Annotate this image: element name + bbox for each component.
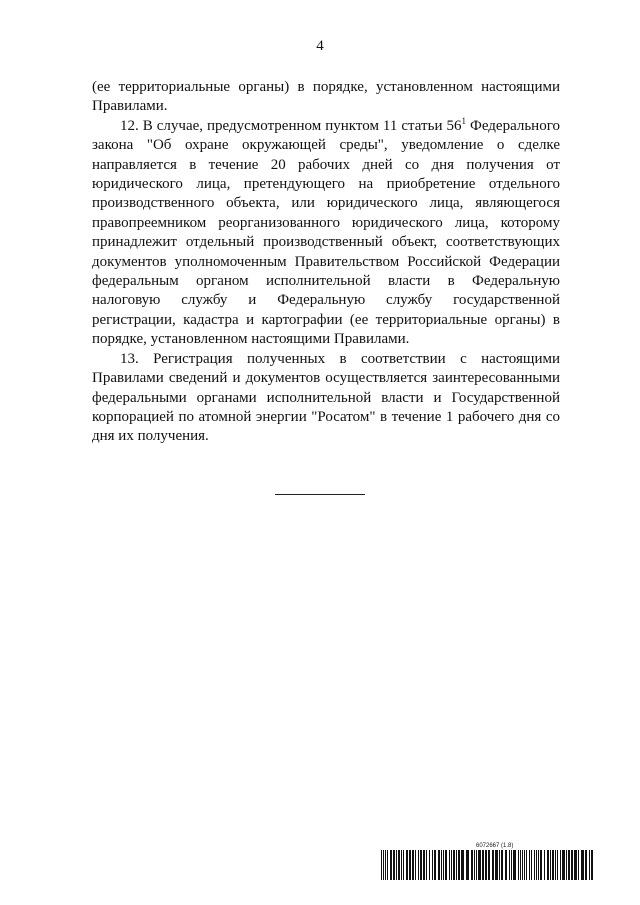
- page-number: 4: [316, 38, 324, 54]
- paragraph-continuation: (ее территориальные органы) в порядке, установленном настоящими Правилами.: [92, 79, 560, 115]
- paragraph-12-start: 12. В случае, предусмотренном пунктом 11 статьи 56: [120, 117, 462, 134]
- paragraph-12: [92, 117, 560, 350]
- paragraph-12-rest: Федерального закона "Об охране окружающей среды", уведомление о сделке направляется в течение 20 рабочих дней со дня получения от юридического лица, претендующего на приобретение отдельного производственного объекта, или юридического лица, являющегося правопреемником реорганизованного юридического лица, которому принадлежит отдельный производственный объект, соответствующих документов уполномоченным Правительством Российской Федерации федеральным органом исполнительной власти в Федеральную налоговую службу и Федеральную службу государственной регистрации, кадастра и картографии (ее территориальные органы) в порядке, установленном настоящими Правилами.: [92, 117, 560, 348]
- end-separator-line: [275, 494, 365, 495]
- barcode: [381, 850, 595, 880]
- article-superscript: 1: [461, 115, 466, 126]
- document-code: 6072667 (1.8): [476, 843, 514, 849]
- paragraph-13: 13. Регистрация полученных в соответствии с настоящими Правилами сведений и документов осуществляется заинтересованными федеральными органами исполнительной власти и Государственной корпорацией по атомной энергии "Росатом" в течение 1 рабочего дня со дня их получения.: [92, 350, 560, 445]
- document-body: [92, 78, 560, 447]
